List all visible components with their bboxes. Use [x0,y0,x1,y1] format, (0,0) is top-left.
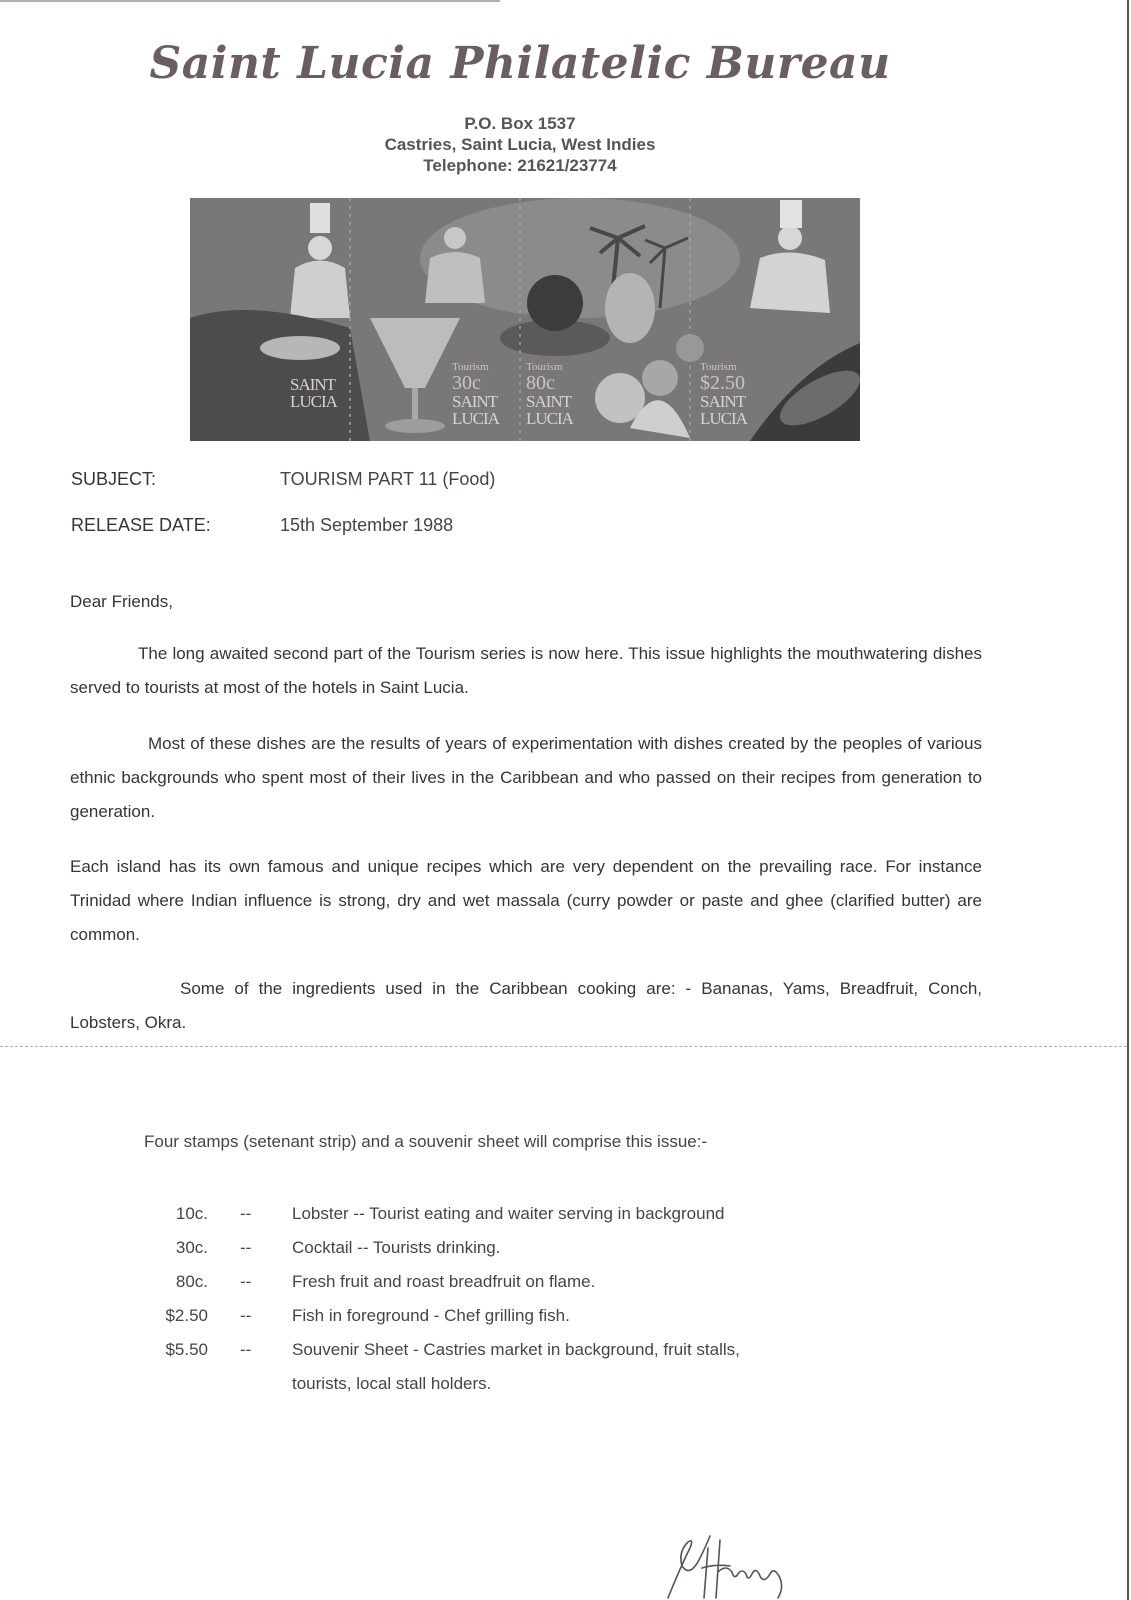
issue-item-description: Cocktail -- Tourists drinking. [292,1238,501,1257]
issue-item-price: $2.50 [165,1306,208,1325]
stamp-2-value: 30c [452,372,481,394]
stamp-2-country: SAINT [452,392,498,411]
right-border-line [1127,0,1129,1600]
stamp-4-label [700,362,747,427]
greeting: Dear Friends, [70,592,173,611]
issue-item-separator: -- [240,1238,252,1257]
issue-item-price: $5.50 [165,1340,208,1359]
stamp-3-country-2: LUCIA [526,409,573,428]
issue-item-separator: -- [240,1204,252,1223]
stamp-2-country-2: LUCIA [452,409,499,428]
issue-item-description: Fresh fruit and roast breadfruit on flame. [292,1272,596,1291]
stamp-3-tourism: Tourism [526,361,563,373]
release-date-value: 15th September 1988 [280,515,454,535]
stamp-2-label [452,362,499,427]
issue-item [0,1340,1000,1374]
issue-item-description: Fish in foreground - Chef grilling fish. [292,1306,570,1325]
paragraph-1: The long awaited second part of the Tourism series is now here. This issue highlights the mouthwatering dishes served to tourists at most of the hotels in Saint Lucia. [70,644,982,697]
paragraph-4: Some of the ingredients used in the Caribbean cooking are: - Bananas, Yams, Breadfruit, Conch, Lobsters, Okra. [70,979,982,1032]
issue-item [0,1238,1000,1272]
issue-item-description-continued: tourists, local stall holders. [292,1374,492,1393]
stamp-2-tourism: Tourism [452,361,489,373]
subject-label: SUBJECT: [71,469,157,489]
address-line-3: Telephone: 21621/23774 [423,156,617,175]
stamp-1-country-2: LUCIA [290,392,337,411]
top-border-line [0,0,500,2]
issue-item-price: 10c. [175,1204,208,1223]
signature [660,1528,800,1600]
stamp-4-value: $2.50 [700,372,745,394]
stamp-strip-image [190,198,860,441]
dashed-divider [0,1046,1127,1047]
release-date-label: RELEASE DATE: [71,515,211,535]
stamp-1-country: SAINT [290,375,336,394]
issue-item-separator: -- [240,1340,252,1359]
paragraph-2: Most of these dishes are the results of years of experimentation with dishes created by the peoples of various ethnic backgrounds who spent most of their lives in the Caribbean and who passed on their recipes from generation to generation. [70,734,982,821]
issue-item-price: 80c. [175,1272,208,1291]
stamp-4-tourism: Tourism [700,361,737,373]
stamp-3-label [526,362,573,427]
letterhead-title: Saint Lucia Philatelic Bureau [149,38,891,89]
stamp-3-country: SAINT [526,392,572,411]
issue-item [0,1204,1000,1238]
issue-item-separator: -- [240,1306,252,1325]
issue-item-continuation [0,1374,1000,1408]
issue-item [0,1272,1000,1306]
subject-value: TOURISM PART 11 (Food) [280,469,496,489]
issue-item-description: Souvenir Sheet - Castries market in background, fruit stalls, [292,1340,740,1359]
stamp-4-country: SAINT [700,392,746,411]
paragraph-3: Each island has its own famous and unique recipes which are very dependent on the prevailing race. For instance Trinidad where Indian influence is strong, dry and wet massala (curry powder or paste and ghee (clarified butter) are common. [70,857,982,944]
issue-item [0,1306,1000,1340]
stamp-1-label [290,376,337,410]
stamp-3-value: 80c [526,372,555,394]
issue-intro: Four stamps (setenant strip) and a souvenir sheet will comprise this issue:- [144,1132,708,1151]
issue-item-price: 30c. [175,1238,208,1257]
address-line-2: Castries, Saint Lucia, West Indies [384,135,656,154]
address-line-1: P.O. Box 1537 [464,114,576,133]
stamp-4-country-2: LUCIA [700,409,747,428]
issue-item-description: Lobster -- Tourist eating and waiter serving in background [292,1204,725,1223]
issue-item-separator: -- [240,1272,252,1291]
